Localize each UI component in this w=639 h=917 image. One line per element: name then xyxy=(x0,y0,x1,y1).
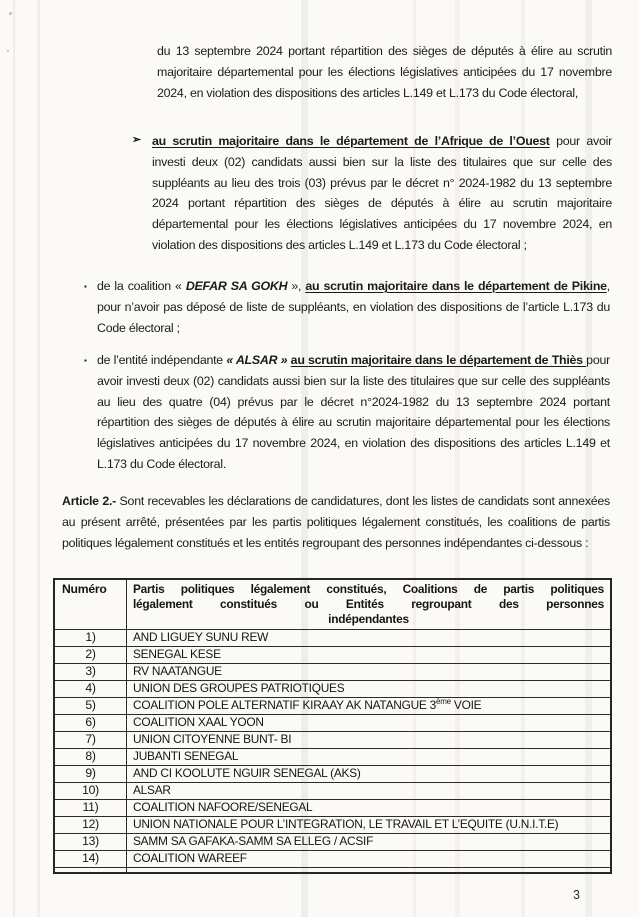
cell-parti: SENEGAL KESE xyxy=(127,646,612,663)
cell-parti: UNION CITOYENNE BUNT- BI xyxy=(127,731,612,748)
cell-numero: 10) xyxy=(54,782,127,799)
cell-numero: 2) xyxy=(54,646,127,663)
table-row xyxy=(54,816,611,833)
column-header-partis xyxy=(127,579,612,629)
paragraph-article-2: Article 2.- Sont recevables les déclarations de candidatures, dont les listes de candidats sont annexées au présent arrêté, présentées par les partis politiques légalement constitués, les coalitions de partis politiques légalement constitués et les entités regroupant des personnes indépendantes ci-dessous : xyxy=(62,494,610,550)
cell-numero: 6) xyxy=(54,714,127,731)
scan-streak xyxy=(13,0,15,917)
cell-numero: 1) xyxy=(54,629,127,646)
cell-numero: 11) xyxy=(54,799,127,816)
cell-parti: AND CI KOOLUTE NGUIR SENEGAL (AKS) xyxy=(127,765,612,782)
cell-parti: COALITION POLE ALTERNATIF KIRAAY AK NATANGUE 3ème VOIE xyxy=(127,697,612,714)
table-row xyxy=(54,850,611,867)
cell-numero: 13) xyxy=(54,833,127,850)
table-row xyxy=(54,799,611,816)
table-row xyxy=(54,714,611,731)
table-row xyxy=(54,680,611,697)
cell-spacer xyxy=(127,867,612,873)
cell-parti: RV NAATANGUE xyxy=(127,663,612,680)
cell-parti: AND LIGUEY SUNU REW xyxy=(127,629,612,646)
square-bullet-icon: ▪ xyxy=(84,282,87,291)
cell-spacer xyxy=(54,867,127,873)
cell-parti: UNION NATIONALE POUR L’INTEGRATION, LE TRAVAIL ET L’EQUITE (U.N.I.T.E) xyxy=(127,816,612,833)
scan-dot xyxy=(9,12,12,15)
page-number: 3 xyxy=(573,888,580,902)
column-header-line: légalement constitués ou Entités regroupant des personnes xyxy=(133,596,604,611)
cell-numero: 7) xyxy=(54,731,127,748)
cell-parti: COALITION WAREEF xyxy=(127,850,612,867)
table-row xyxy=(54,629,611,646)
table-row xyxy=(54,663,611,680)
cell-parti: ALSAR xyxy=(127,782,612,799)
cell-numero: 4) xyxy=(54,680,127,697)
table-spacer-row xyxy=(54,867,611,873)
scan-streak xyxy=(37,0,40,917)
paragraph-intro: du 13 septembre 2024 portant répartition des sièges de députés à élire au scrutin majoritaire départemental pour les élections législatives anticipées du 17 novembre 2024, en violation des dispositions des articles L.149 et L.173 du Code électoral, xyxy=(157,44,612,100)
paragraph-coalition-pikine: de la coalition « DEFAR SA GOKH », au scrutin majoritaire dans le département de Pikine, pour n’avoir pas déposé de liste de suppléants, en violation des dispositions de l’article L.173 du Code électoral ; xyxy=(97,279,610,335)
cell-numero: 3) xyxy=(54,663,127,680)
table-row xyxy=(54,646,611,663)
table-row xyxy=(54,731,611,748)
table-header-row xyxy=(54,579,611,629)
table-row xyxy=(54,697,611,714)
column-header-numero: Numéro xyxy=(54,579,127,629)
cell-numero: 12) xyxy=(54,816,127,833)
arrow-bullet-icon: ➢ xyxy=(132,134,142,146)
table-row xyxy=(54,765,611,782)
paragraph-scrutin-afrique-ouest: au scrutin majoritaire dans le département de l’Afrique de l’Ouest pour avoir investi deux (02) candidats aussi bien sur la liste des titulaires que sur celle des suppléants au lieu des trois (03) prévus par le décret n° 2024-1982 du 13 septembre 2024 portant répartition des sièges de députés à élire au scrutin majoritaire départemental pour les élections législatives anticipées du 17 novembre 2024, en violation des dispositions des articles L.149 et L.173 du Code électoral ; xyxy=(152,134,612,252)
table-row xyxy=(54,748,611,765)
paragraph-entite-thies: de l’entité indépendante « ALSAR » au scrutin majoritaire dans le département de Thiès pour avoir investi deux (02) candidats aussi bien sur la liste des titulaires que sur celle des suppléants au lieu des quatre (04) prévus par le décret n°2024-1982 du 13 septembre 2024 portant répartition des sièges de députés à élire au scrutin majoritaire départemental pour les élections législatives anticipées du 17 novembre 2024, en violation des dispositions des articles L.149 et L.173 du Code électoral. xyxy=(97,353,610,471)
cell-parti: SAMM SA GAFAKA-SAMM SA ELLEG / ACSIF xyxy=(127,833,612,850)
square-bullet-icon: ▪ xyxy=(84,356,87,365)
candidates-table xyxy=(53,578,612,874)
cell-parti: COALITION XAAL YOON xyxy=(127,714,612,731)
cell-numero: 5) xyxy=(54,697,127,714)
column-header-line: indépendantes xyxy=(328,611,409,626)
cell-numero: 8) xyxy=(54,748,127,765)
table-row xyxy=(54,782,611,799)
cell-parti: COALITION NAFOORE/SENEGAL xyxy=(127,799,612,816)
cell-numero: 14) xyxy=(54,850,127,867)
scan-dot xyxy=(7,50,9,52)
cell-parti: UNION DES GROUPES PATRIOTIQUES xyxy=(127,680,612,697)
cell-parti: JUBANTI SENEGAL xyxy=(127,748,612,765)
column-header-line: Partis politiques légalement constitués, Coalitions de partis politiques xyxy=(133,582,604,596)
table-row xyxy=(54,833,611,850)
cell-numero: 9) xyxy=(54,765,127,782)
